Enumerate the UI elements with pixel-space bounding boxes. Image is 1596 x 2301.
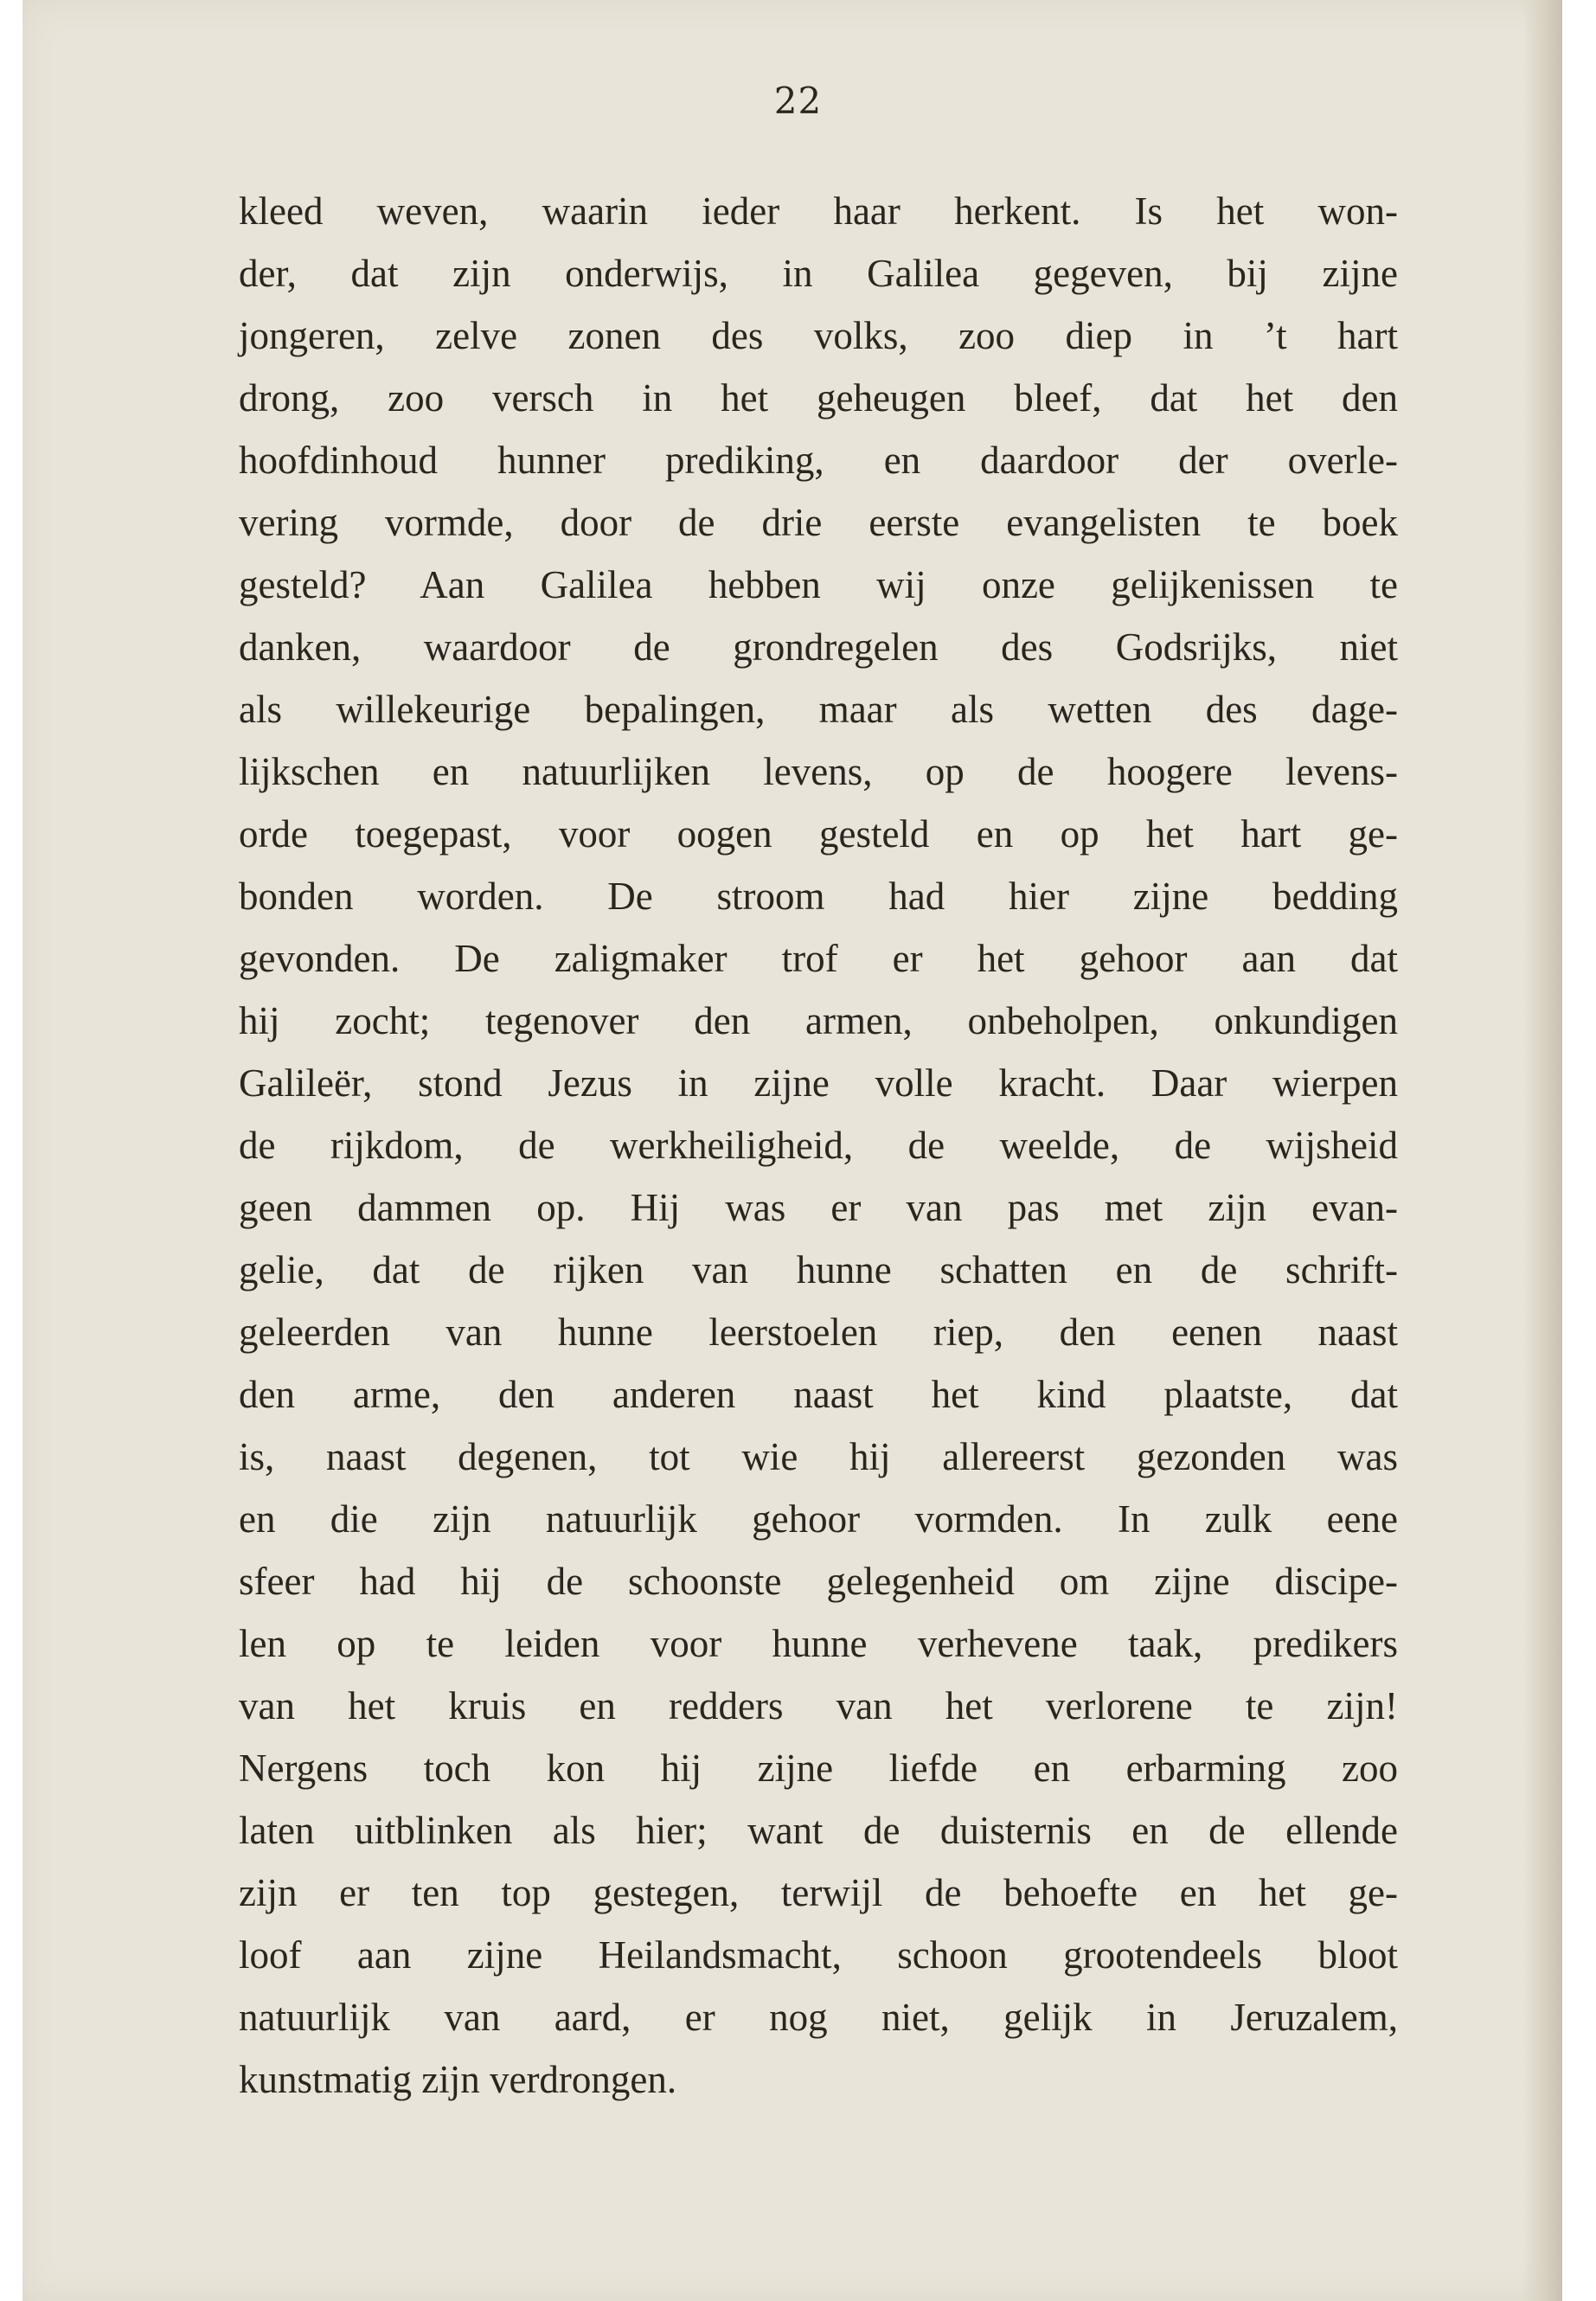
text-line: vering vormde, door de drie eerste evangelisten te boek	[239, 501, 1398, 544]
text-line: laten uitblinken als hier; want de duisternis en de ellende	[239, 1809, 1398, 1852]
text-line: hoofdinhoud hunner prediking, en daardoor der overle-	[239, 439, 1398, 482]
text-line: als willekeurige bepalingen, maar als wetten des dage-	[239, 688, 1398, 731]
page-number: 22	[773, 80, 823, 122]
text-line: en die zijn natuurlijk gehoor vormden. In zulk eene	[239, 1497, 1398, 1541]
text-line: gelie, dat de rijken van hunne schatten en de schrift-	[239, 1248, 1398, 1292]
page-edge-shadow	[1522, 0, 1562, 2301]
text-line: geleerden van hunne leerstoelen riep, den eenen naast	[239, 1311, 1398, 1354]
text-line: jongeren, zelve zonen des volks, zoo diep in ’t hart	[239, 314, 1398, 357]
text-line: Nergens toch kon hij zijne liefde en erbarming zoo	[239, 1747, 1398, 1790]
text-line: danken, waardoor de grondregelen des Godsrijks, niet	[239, 625, 1398, 669]
text-line: zijn er ten top gestegen, terwijl de behoefte en het ge-	[239, 1871, 1398, 1914]
text-line: hij zocht; tegenover den armen, onbeholpen, onkundigen	[239, 999, 1398, 1042]
text-line: lijkschen en natuurlijken levens, op de hoogere levens-	[239, 750, 1398, 793]
text-line: sfeer had hij de schoonste gelegenheid om zijne discipe-	[239, 1560, 1398, 1603]
text-line: den arme, den anderen naast het kind plaatste, dat	[239, 1373, 1398, 1416]
text-line: geen dammen op. Hij was er van pas met zijn evan-	[239, 1186, 1398, 1229]
text-line: kunstmatig zijn verdrongen.	[239, 2058, 677, 2101]
body-text	[239, 180, 1398, 2111]
text-line: der, dat zijn onderwijs, in Galilea gegeven, bij zijne	[239, 252, 1398, 295]
text-line: kleed weven, waarin ieder haar herkent. Is het won-	[239, 189, 1398, 233]
text-line: gevonden. De zaligmaker trof er het gehoor aan dat	[239, 937, 1398, 980]
text-line: loof aan zijne Heilandsmacht, schoon grootendeels bloot	[239, 1933, 1398, 1977]
text-line: de rijkdom, de werkheiligheid, de weelde, de wijsheid	[239, 1124, 1398, 1167]
text-line: is, naast degenen, tot wie hij allereerst gezonden was	[239, 1435, 1398, 1478]
text-line: drong, zoo versch in het geheugen bleef, dat het den	[239, 376, 1398, 420]
text-line: bonden worden. De stroom had hier zijne bedding	[239, 875, 1398, 918]
text-line: len op te leiden voor hunne verhevene taak, predikers	[239, 1622, 1398, 1665]
text-line: orde toegepast, voor oogen gesteld en op het hart ge-	[239, 812, 1398, 856]
text-line: natuurlijk van aard, er nog niet, gelijk in Jeruzalem,	[239, 1996, 1398, 2039]
text-line: van het kruis en redders van het verlorene te zijn!	[239, 1684, 1398, 1727]
text-line: gesteld? Aan Galilea hebben wij onze gelijkenissen te	[239, 563, 1398, 606]
text-line: Galileër, stond Jezus in zijne volle kracht. Daar wierpen	[239, 1061, 1398, 1105]
